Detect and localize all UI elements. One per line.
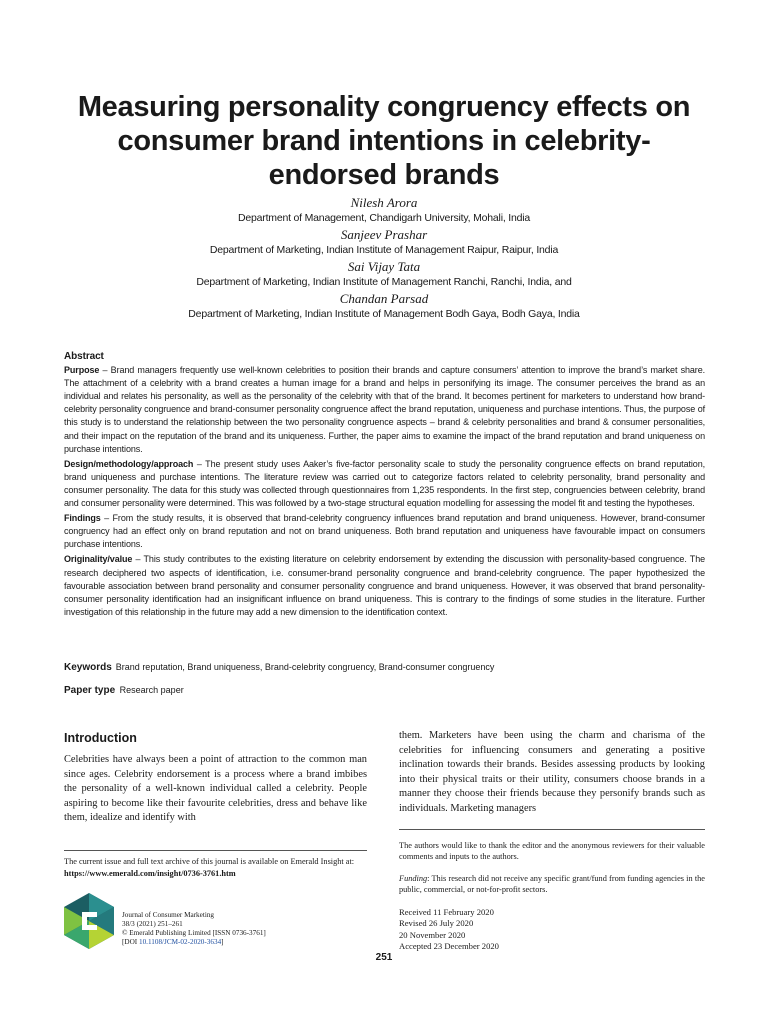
journal-doi: [122, 938, 362, 947]
paper-title: Measuring personality congruency effects on consumer brand intentions in celebrity-endorsed brands: [77, 91, 691, 191]
introduction-text-left: Celebrities have always been a point of attraction to the common man since ages. Celebrity endorsement is a process where a brand imbibes the personality of a well-known individual called a celebrity. People aspiring to become like their favourite celebrities, dress and behave like them, idealize and identify with: [64, 754, 367, 824]
abstract-section-label: Findings: [64, 513, 101, 524]
abstract-originality: [64, 553, 705, 618]
author-affiliation: Department of Marketing, Indian Institute of Management Bodh Gaya, Bodh Gaya, India: [188, 308, 580, 320]
author-affiliation: Department of Marketing, Indian Institute of Management Raipur, Raipur, India: [209, 244, 559, 256]
doi-suffix: ]: [221, 938, 224, 946]
keywords-label: Keywords: [64, 662, 112, 673]
page-number: 251: [375, 952, 393, 963]
paper-type: [64, 685, 705, 696]
author-affiliation: Department of Marketing, Indian Institute of Management Ranchi, Ranchi, India, and: [196, 276, 572, 288]
abstract-section-text: – The present study uses Aaker’s five-factor personality scale to study the personality congruence effects on brand reputation, brand uniqueness and purchase intentions. The literature review was carried out to categorize factors related to celebrity personality, brand personality and consumer personality. The data for this study was collected through questionnaires from 1,235 respondents. In the first step, congruencies between celebrity, brand and consumer personality were determined. This was followed by a two-stage structural equation modelling for assessing the model fit and testing the hypotheses.: [64, 458, 705, 509]
acknowledgement: The authors would like to thank the editor and the anonymous reviewers for their valuable comments and inputs to the authors.: [399, 841, 705, 862]
journal-name: Journal of Consumer Marketing: [122, 911, 215, 919]
left-column: [64, 731, 367, 826]
doi-link[interactable]: 10.1108/JCM-02-2020-3634: [138, 938, 222, 946]
footnote-divider: [64, 850, 367, 851]
abstract-section-label: Design/methodology/approach: [64, 458, 194, 469]
paper-type-label: Paper type: [64, 685, 116, 696]
archive-note: [64, 856, 367, 879]
journal-publisher: © Emerald Publishing Limited [ISSN 0736-3761]: [122, 929, 266, 937]
author-affiliation: Department of Management, Chandigarh University, Mohali, India: [237, 212, 531, 224]
abstract-section-label: Originality/value: [64, 554, 133, 565]
abstract-section-text: – This study contributes to the existing literature on celebrity endorsement by extending the discussion with personality-based congruence. The research deciphered two aspects of identification, i.e. consumer-brand personality congruence and brand-celebrity congruence. The paper hypothesized the favourable association between brand personality and consumer personality congruence and brand uniqueness. However, it was observed that brand personality-consumer personality identification had an insignificant influence on brand uniqueness. This is contrary to the findings of some studies in the literature. Further investigation of this relationship in the future may add a new dimension to the identification context.: [64, 554, 705, 617]
emerald-logo-icon: [64, 893, 114, 949]
right-column: [399, 729, 705, 817]
abstract-design: [64, 458, 705, 510]
abstract-section-text: – From the study results, it is observed that brand-celebrity congruency influences brand reputation and brand uniqueness. However, brand-consumer congruency had an effect only on brand reputation and not on brand uniqueness. Both brand reputation and uniqueness have favourable impact on consumers purchase intentions.: [64, 513, 705, 550]
keywords-text: Brand reputation, Brand uniqueness, Brand-celebrity congruency, Brand-consumer congruency: [115, 662, 495, 672]
abstract-heading: Abstract: [64, 351, 104, 362]
journal-info: [122, 911, 362, 947]
paper-type-text: Research paper: [119, 685, 184, 695]
abstract-section-label: Purpose: [64, 365, 100, 376]
funding-note: [399, 873, 705, 895]
date-received: Received 11 February 2020: [399, 907, 494, 917]
author-list: [40, 195, 728, 323]
funding-text: : This research did not receive any specific grant/fund from funding agencies in the public, commercial, or not-for-profit sectors.: [399, 874, 705, 895]
date-revised: Revised 26 July 2020: [399, 918, 474, 929]
abstract-findings: [64, 512, 705, 551]
author-name: Nilesh Arora: [350, 195, 418, 210]
keywords: [64, 662, 705, 673]
introduction-heading: Introduction: [64, 731, 137, 745]
archive-text: The current issue and full text archive of this journal is available on Emerald Insight at:: [64, 857, 355, 866]
abstract-purpose: [64, 364, 705, 456]
author-name: Chandan Parsad: [339, 291, 429, 306]
journal-volume: 38/3 (2021) 251–261: [122, 920, 183, 928]
archive-link[interactable]: https://www.emerald.com/insight/0736-3761.htm: [64, 868, 236, 878]
article-dates: [399, 907, 705, 952]
date-accepted: Accepted 23 December 2020: [399, 940, 499, 951]
doi-prefix: [DOI: [122, 938, 139, 946]
author-name: Sanjeev Prashar: [340, 227, 428, 242]
introduction-text-right: them. Marketers have been using the charm and charisma of the celebrities for influencing consumers and generating a positive inclination towards their brands. Besides assessing products by looking into their physical traits or their utility, consumers choose brands in a manner they choose their friends because they personify brands such as individuals. Marketing managers: [399, 730, 705, 814]
abstract: [64, 350, 705, 621]
abstract-section-text: – Brand managers frequently use well-known celebrities to position their brands and capture consumers’ attention to improve the brand’s market share. The attachment of a celebrity with a brand creates a human image for a brand and helps in personifying its image. The consumer perceives the brand as an individual and relates his personality, as well as the personality of the celebrity with that of the brand. It becomes pertinent for marketers to understand how brand-celebrity personality congruence and brand-consumer personality congruence affect the brand reputation, uniqueness and purchase intentions. Thus, the purpose of this study is to understand the relationship between the two personality congruence aspects – brand & celebrity personalities and brand & consumer personalities, and their impact on the reputation of the brand and its uniqueness. Further, the paper aims to examine the impact of the brand reputation and brand uniqueness on purchase intentions.: [64, 365, 705, 454]
footnote-divider: [399, 829, 705, 830]
date-revised-second: 20 November 2020: [399, 929, 466, 940]
author-name: Sai Vijay Tata: [347, 259, 421, 274]
funding-label: Funding: [399, 874, 428, 883]
